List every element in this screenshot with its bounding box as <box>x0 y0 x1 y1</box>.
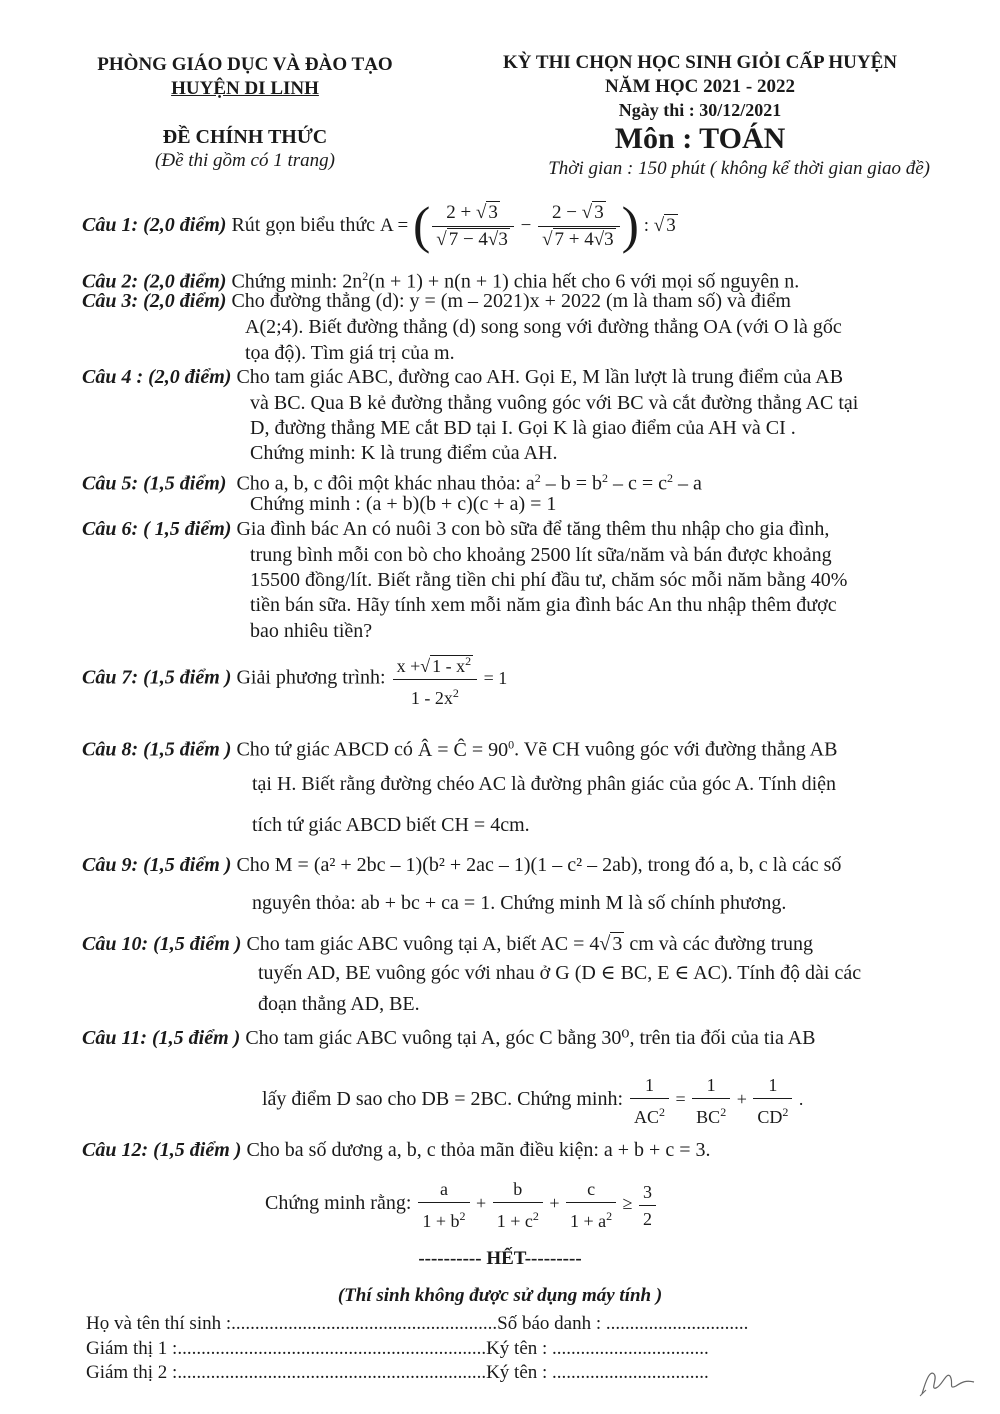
question-line: cm và các đường trung <box>629 933 813 955</box>
question-label: Câu 9: (1,5 điểm ) <box>82 854 232 876</box>
exam-title: KỲ THI CHỌN HỌC SINH GIỎI CẤP HUYỆN <box>503 52 897 73</box>
question-line: Gia đình bác An có nuôi 3 con bò sữa để tăng thêm thu nhập cho gia đình, <box>236 518 830 540</box>
proctor1-row: Giám thị 1 :.................................................................Ký tên : ................................. <box>86 1338 709 1359</box>
district-name: HUYỆN DI LINH <box>171 78 319 99</box>
question-12-line-2 <box>265 1176 658 1234</box>
candidate-name-label: Họ và tên thí sinh : <box>86 1313 232 1334</box>
question-label: Câu 5: (1,5 điểm) <box>82 472 227 495</box>
question-4-line-4: Chứng minh: K là trung điểm của AH. <box>250 442 558 464</box>
question-6-line-4: tiền bán sữa. Hãy tính xem mỗi năm gia đình bác An thu nhập thêm được <box>250 594 837 616</box>
school-year: NĂM HỌC 2021 - 2022 <box>605 76 795 97</box>
official-label: ĐỀ CHÍNH THỨC <box>162 126 328 148</box>
question-label: Câu 6: ( 1,5 điểm) <box>82 518 232 540</box>
question-8-line-3: tích tứ giác ABCD biết CH = 4cm. <box>252 814 530 836</box>
exam-date: Ngày thi : 30/12/2021 <box>618 100 782 120</box>
question-line: lấy điểm D sao cho DB = 2BC. Chứng minh: <box>262 1088 623 1111</box>
question-line: Cho M = (a² + 2bc – 1)(b² + 2ac – 1)(1 – c² – 2ab), trong đó a, b, c là các số <box>236 854 842 876</box>
candidate-name-row: Họ và tên thí sinh :........................................................Số báo danh : .............................. <box>86 1313 749 1334</box>
question-text: Rút gọn biểu thức <box>231 213 376 236</box>
question-label: Câu 7: (1,5 điểm ) <box>82 666 232 689</box>
question-4-line-2: và BC. Qua B kẻ đường thẳng vuông góc với BC và cắt đường thẳng AC tại <box>250 392 859 414</box>
question-8-line-2: tại H. Biết rằng đường chéo AC là đường phân giác của góc A. Tính diện <box>252 773 837 795</box>
question-label: Câu 8: (1,5 điểm ) <box>82 738 232 761</box>
question-label: Câu 3: (2,0 điểm) <box>82 290 227 312</box>
proctor2-label: Giám thị 2 : <box>86 1362 178 1383</box>
department-name: PHÒNG GIÁO DỤC VÀ ĐÀO TẠO <box>97 54 393 75</box>
question-line: Cho tam giác ABC vuông tại A, biết AC = <box>246 933 585 955</box>
question-label: Câu 12: (1,5 điểm ) <box>82 1139 242 1161</box>
angle-formula: Â = Ĉ = $90^0$ <box>417 737 515 761</box>
question-6 <box>82 516 829 542</box>
duration-note: Thời gian : 150 phút ( không kể thời gian giao đề) <box>548 158 930 179</box>
question-label: Câu 10: (1,5 điểm ) <box>82 933 242 955</box>
question-text: chia hết cho 6 với mọi số nguyên n. <box>513 270 800 293</box>
question-10: Câu 10: (1,5 điểm ) Cho tam giác ABC vuông tại A, biết AC = 4√ 3 cm và các đường trung <box>82 933 813 955</box>
question-4-line-3: D, đường thẳng ME cắt BD tại I. Gọi K là giao điểm của AH và CI . <box>250 417 796 439</box>
question-line: Chứng minh rằng: <box>265 1192 412 1215</box>
question-11 <box>82 1025 816 1051</box>
pages-note: (Đề thi gồm có 1 trang) <box>155 150 335 171</box>
subject-title: Môn : TOÁN <box>614 122 786 155</box>
calculator-note: (Thí sinh không được sử dụng máy tính ) <box>337 1285 663 1306</box>
question-line: tuyến AD, BE vuông góc với nhau ở G <box>258 962 570 984</box>
question-line: . Vẽ CH vuông góc với đường thẳng AB <box>514 738 838 761</box>
question-line: Cho a, b, c đôi một khác nhau thỏa: <box>236 472 521 495</box>
question-3-line-3: tọa độ). Tìm giá trị của m. <box>245 342 455 364</box>
signature-label: Ký tên : <box>486 1362 548 1383</box>
question-line: Cho tam giác ABC, đường cao AH. Gọi E, M lần lượt là trung điểm của AB <box>236 366 844 388</box>
question-6-line-5: bao nhiêu tiền? <box>250 620 373 642</box>
question-9 <box>82 852 841 878</box>
question-label: Câu 11: (1,5 điểm ) <box>82 1027 241 1049</box>
candidate-id-label: Số báo danh : <box>497 1313 602 1334</box>
end-marker: ---------- HẾT--------- <box>418 1248 582 1269</box>
question-3-line-2: A(2;4). Biết đường thẳng (d) song song với đường thẳng OA (với O là gốc <box>245 316 842 338</box>
question-line: Cho ba số dương a, b, c thỏa mãn điều kiện: a + b + c = 3. <box>246 1139 711 1161</box>
handwritten-signature <box>918 1360 978 1400</box>
formula-q12: $\frac{a}{1 + b^2}$ + $\frac{b}{1 + c^2}$ + $\frac{c}{1 + a^2}$ ≥ $\frac{3}{2}$ <box>416 1193 658 1213</box>
question-label: Câu 1: (2,0 điểm) <box>82 213 227 236</box>
question-3 <box>82 288 791 314</box>
question-label: Câu 2: (2,0 điểm) <box>82 270 227 293</box>
question-12 <box>82 1137 711 1163</box>
formula-q11: $\frac{1}{AC^2}$ = $\frac{1}{BC^2}$ + $\frac{1}{CD^2}$ . <box>628 1089 803 1109</box>
question-line: Cho đường thẳng (d): y = (m – 2021)x + 2022 (m là tham số) và điểm <box>231 290 791 312</box>
question-text: Giải phương trình: <box>236 666 386 689</box>
signature-label: Ký tên : <box>486 1338 548 1359</box>
question-5-line-2: Chứng minh : (a + b)(b + c)(c + a) = 1 <box>250 493 557 515</box>
question-line: Cho tứ giác ABCD có <box>236 738 413 761</box>
question-9-line-2: nguyên thỏa: ab + bc + ca = 1. Chứng minh M là số chính phương. <box>252 892 787 914</box>
question-1 <box>82 197 678 255</box>
question-7 <box>82 648 507 711</box>
question-line: . Tính độ dài các <box>727 962 862 984</box>
question-4 <box>82 364 843 390</box>
question-6-line-2: trung bình mỗi con bò cho khoảng 2500 lít sữa/năm và bán được khoảng <box>250 544 832 566</box>
question-11-line-2 <box>262 1072 803 1130</box>
question-10-line-3: đoạn thẳng AD, BE. <box>258 993 420 1015</box>
proctor1-label: Giám thị 1 : <box>86 1338 178 1359</box>
question-label: Câu 4 : (2,0 điểm) <box>82 366 232 388</box>
question-8 <box>82 731 837 763</box>
question-10-line-2: tuyến AD, BE vuông góc với nhau ở G (D ∈ BC, E ∈ AC). Tính độ dài các <box>258 962 862 984</box>
question-6-line-3: 15500 đồng/lít. Biết rằng tiền chi phí đầu tư, chăm sóc mỗi năm bằng 40% <box>250 569 848 591</box>
question-2: Câu 2: (2,0 điểm) Chứng minh: $2n^2(n + 1) + n(n + 1)$ chia hết cho 6 với mọi số nguyên n. <box>82 269 800 293</box>
proctor2-row: Giám thị 2 :.................................................................Ký tên : ................................. <box>86 1362 709 1383</box>
formula-q1: A = ( $\frac{2 + √ 3}{√ 7 - 4√3}$ − $\frac{2 - √ 3}{√ 7 + 4√3}$ ) : √ 3 <box>380 197 676 255</box>
question-5: Câu 5: (1,5 điểm) Cho a, b, c đôi một khác nhau thỏa: $a^2 - b = b^2 - c = c^2 - a$ <box>82 471 702 495</box>
question-line: Cho tam giác ABC vuông tại A, góc C bằng 30⁰, trên tia đối của tia AB <box>245 1027 816 1049</box>
formula-q7: $\frac{x +√ 1 - x^2}{1 - 2x^2}$ = 1 <box>391 668 508 688</box>
